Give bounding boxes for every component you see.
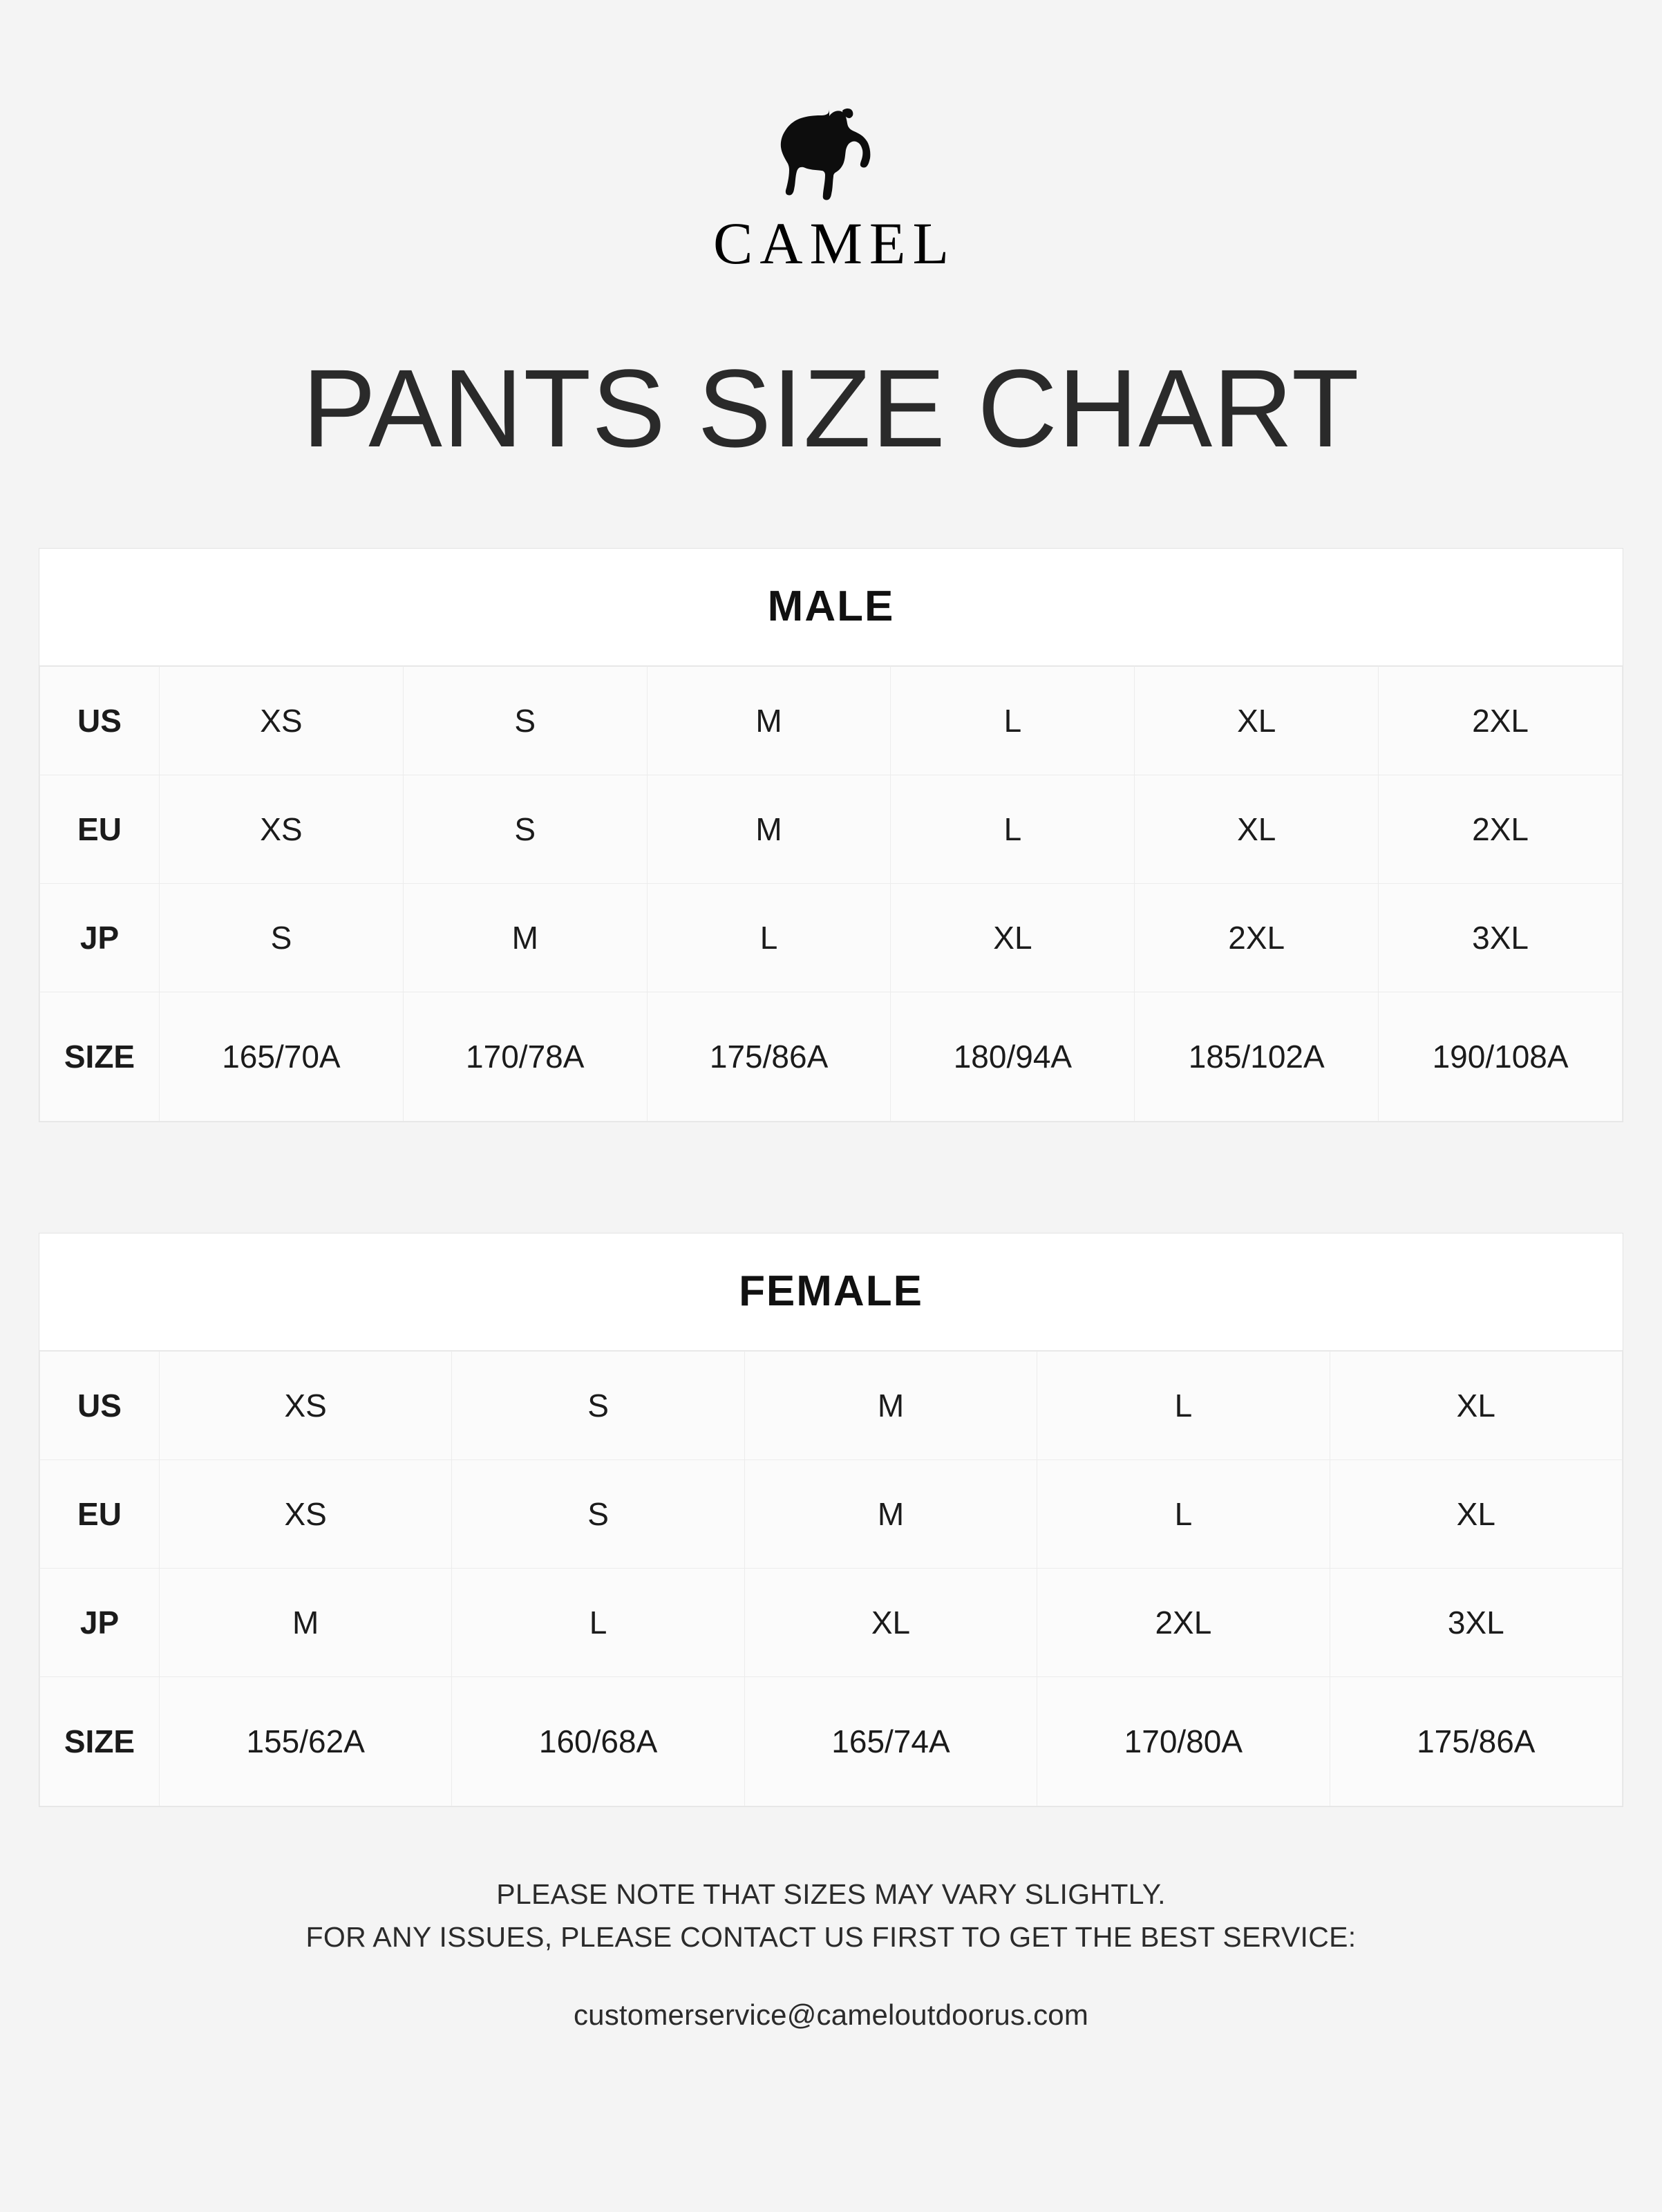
table-cell: 2XL — [1135, 884, 1379, 992]
table-cell: 170/78A — [403, 992, 647, 1122]
table-cell: XS — [160, 1460, 452, 1569]
table-cell: 2XL — [1037, 1569, 1330, 1677]
table-cell: 180/94A — [891, 992, 1135, 1122]
table-cell: L — [891, 775, 1135, 884]
table-row — [40, 1460, 1623, 1569]
brand-name: CAMEL — [713, 210, 956, 276]
table-row — [40, 1677, 1623, 1806]
table-cell: XS — [160, 1352, 452, 1460]
table-cell: XS — [160, 667, 404, 775]
table-cell: L — [452, 1569, 744, 1677]
table-cell: 2XL — [1379, 667, 1623, 775]
table-cell: L — [1037, 1460, 1330, 1569]
row-label-us: US — [40, 667, 160, 775]
table-cell: XL — [1330, 1460, 1622, 1569]
table-cell: S — [403, 667, 647, 775]
table-row — [40, 884, 1623, 992]
table-cell: 2XL — [1379, 775, 1623, 884]
table-cell: M — [403, 884, 647, 992]
table-cell: 175/86A — [1330, 1677, 1622, 1806]
table-row — [40, 667, 1623, 775]
female-table-caption: FEMALE — [39, 1233, 1623, 1351]
table-cell: XL — [744, 1569, 1037, 1677]
footer-line-1: PLEASE NOTE THAT SIZES MAY VARY SLIGHTLY. — [496, 1878, 1166, 1910]
table-cell: 155/62A — [160, 1677, 452, 1806]
row-label-eu: EU — [40, 1460, 160, 1569]
table-cell: XL — [1135, 775, 1379, 884]
table-cell: 160/68A — [452, 1677, 744, 1806]
footer-line-2: FOR ANY ISSUES, PLEASE CONTACT US FIRST TO GET THE BEST SERVICE: — [305, 1920, 1357, 1953]
table-cell: XL — [1330, 1352, 1622, 1460]
row-label-size: SIZE — [40, 1677, 160, 1806]
table-cell: L — [647, 884, 891, 992]
table-cell: 165/70A — [160, 992, 404, 1122]
male-table-caption: MALE — [39, 549, 1623, 666]
customer-service-email[interactable]: customerservice@cameloutdoorus.com — [573, 1998, 1089, 2031]
table-cell: 190/108A — [1379, 992, 1623, 1122]
table-cell: 3XL — [1330, 1569, 1622, 1677]
table-cell: M — [744, 1460, 1037, 1569]
table-cell: S — [452, 1460, 744, 1569]
table-cell: 175/86A — [647, 992, 891, 1122]
page-title: PANTS SIZE CHART — [302, 346, 1360, 470]
table-row — [40, 992, 1623, 1122]
table-cell: XS — [160, 775, 404, 884]
brand-header — [39, 0, 1623, 276]
table-cell: M — [647, 775, 891, 884]
table-cell: L — [891, 667, 1135, 775]
table-cell: 165/74A — [744, 1677, 1037, 1806]
row-label-eu: EU — [40, 775, 160, 884]
table-row — [40, 1569, 1623, 1677]
table-cell: L — [1037, 1352, 1330, 1460]
row-label-jp: JP — [40, 1569, 160, 1677]
male-size-table-block — [39, 548, 1623, 1122]
table-cell: M — [647, 667, 891, 775]
female-size-table — [39, 1351, 1623, 1806]
table-cell: M — [744, 1352, 1037, 1460]
camel-logo-icon — [752, 104, 911, 218]
table-cell: 170/80A — [1037, 1677, 1330, 1806]
table-cell: M — [160, 1569, 452, 1677]
table-cell: 3XL — [1379, 884, 1623, 992]
row-label-size: SIZE — [40, 992, 160, 1122]
table-cell: S — [452, 1352, 744, 1460]
table-row — [40, 775, 1623, 884]
table-cell: 185/102A — [1135, 992, 1379, 1122]
row-label-us: US — [40, 1352, 160, 1460]
row-label-jp: JP — [40, 884, 160, 992]
table-cell: S — [160, 884, 404, 992]
male-size-table — [39, 666, 1623, 1122]
table-cell: S — [403, 775, 647, 884]
table-cell: XL — [1135, 667, 1379, 775]
table-row — [40, 1352, 1623, 1460]
female-size-table-block — [39, 1233, 1623, 1807]
footer-note — [39, 1873, 1623, 2032]
table-cell: XL — [891, 884, 1135, 992]
